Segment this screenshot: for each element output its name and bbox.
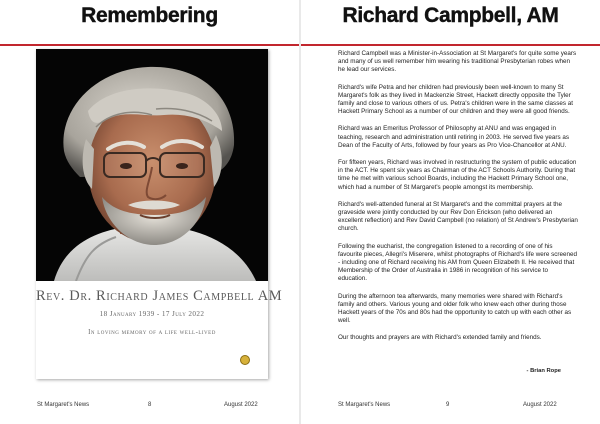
card-name: Rev. Dr. Richard James Campbell AM — [36, 288, 283, 304]
card-dates: 18 January 1939 - 17 July 2022 — [99, 310, 205, 318]
right-footer-page-number: 9 — [446, 402, 450, 408]
right-page — [301, 0, 600, 424]
left-page-heading: Remembering — [81, 4, 218, 27]
right-heading-rule — [301, 44, 600, 46]
left-page — [0, 0, 299, 424]
left-heading-rule — [0, 44, 299, 46]
article-paragraph: Richard's wife Petra and her children had previously been well-known to many St Margaret's folk as they lived in Mackenzie Street, Hackett directly opposite the Tyler family and close to various others of us. Petra's children were in the same classes at Hackett Primary School as a number of our children and they were all good friends. — [338, 83, 573, 116]
article-paragraph: Richard was an Emeritus Professor of Philosophy at ANU and was engaged in teaching, research and administration until retiring in 2003. He served five years as Dean of the Faculty of Arts, followed by four years as Pro Vice-Chancellor at ANU. — [338, 125, 570, 149]
article-paragraph: Following the eucharist, the congregation listened to a recording of one of his favourite pieces, Allegri's Miserere, whilst photographs of Richard's life were screened - including one of Richard receiving his AM from Queen Elizabeth II. He received that Membership of the Order of Australia in 1986 in recognition of his service to education. — [338, 242, 577, 283]
memorial-card — [36, 49, 283, 379]
article-paragraph: For fifteen years, Richard was involved in restructuring the system of public education in the ACT. He spent six years as Chairman of the ACT Schools Authority. During that time he met with various school Boards, including the Hackett Primary School one, which had a number of St Margaret's people amongst its membership. — [338, 159, 577, 191]
left-footer-page-number: 8 — [148, 402, 152, 408]
article-paragraph: Our thoughts and prayers are with Richard's extended family and friends. — [338, 334, 542, 342]
emblem-icon — [240, 355, 250, 365]
left-footer-publication: St Margaret's News — [37, 402, 90, 408]
right-page-heading: Richard Campbell, AM — [342, 4, 559, 27]
article-paragraph: Richard's well-attended funeral at St Margaret's and the committal prayers at the graveside were jointly conducted by our Rev Don Erickson (who delivered an excellent reflection) and Rev David Campbell (no relation) of St Andrew's Presbyterian church. — [338, 200, 578, 233]
portrait-photo — [36, 49, 268, 281]
article-paragraph: During the afternoon tea afterwards, many memories were shared with Richard's family and others. Various young and older folk who knew each other during those Hackett years of the 70s and 80s had the opportunity to catch up with each other as well. — [338, 292, 572, 325]
portrait-illustration — [36, 49, 268, 281]
article-body — [338, 50, 578, 352]
article-paragraph: Richard Campbell was a Minister-in-Association at St Margaret's for quite some years and many of us well remember him wearing his traditional Presbyterian robes when he lead our services. — [338, 50, 577, 74]
right-footer-date: August 2022 — [523, 402, 557, 408]
card-tagline: In loving memory of a life well-lived — [88, 329, 216, 336]
article-byline: - Brian Rope — [526, 368, 561, 374]
left-footer-date: August 2022 — [224, 402, 258, 408]
right-footer-publication: St Margaret's News — [338, 402, 391, 408]
